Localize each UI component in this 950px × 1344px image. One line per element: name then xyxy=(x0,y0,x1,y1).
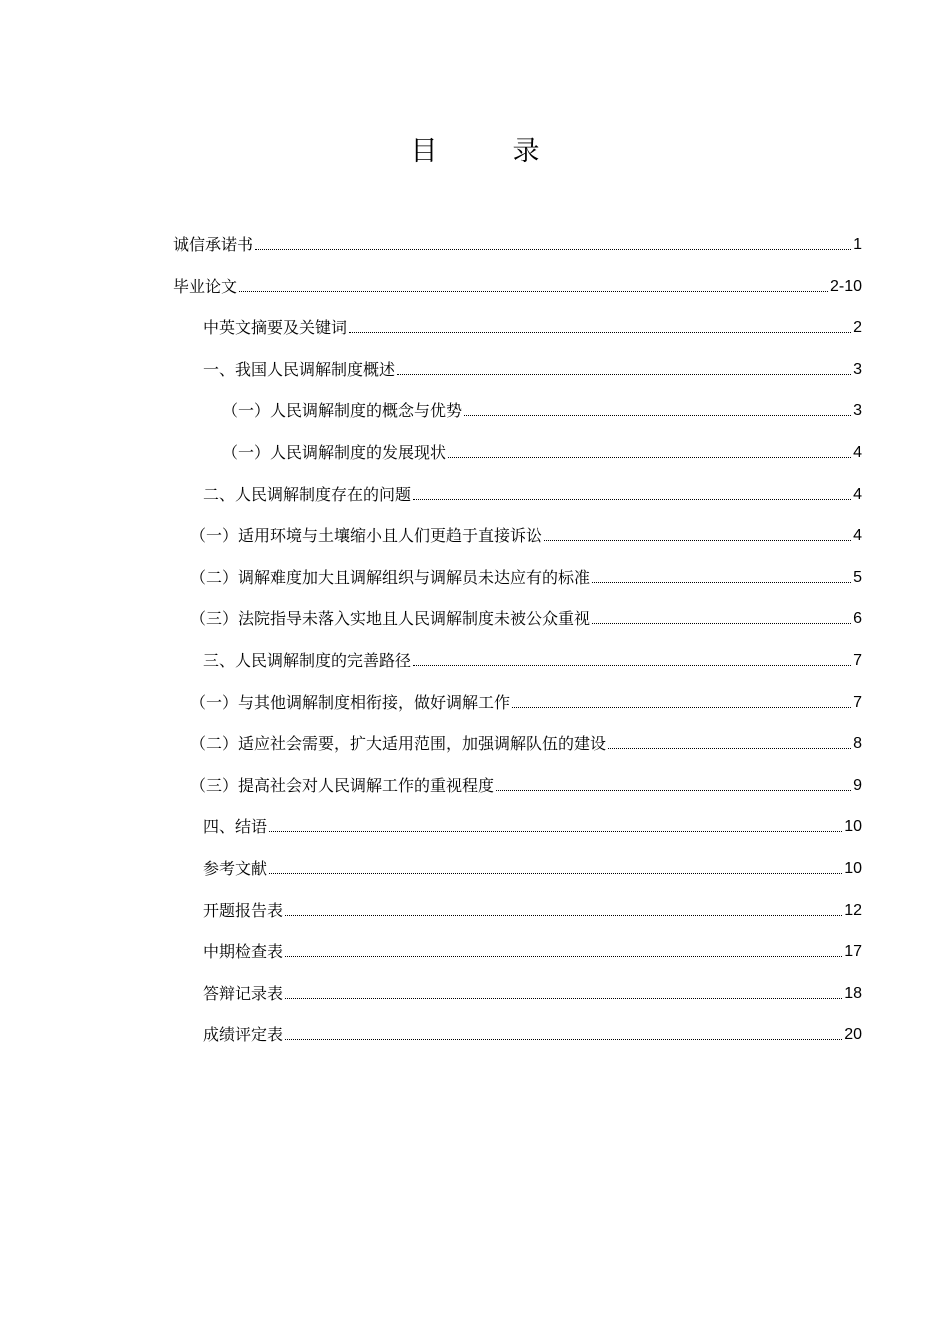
toc-entry-page-number: 1 xyxy=(853,236,862,253)
toc-entry-label: 中期检查表 xyxy=(203,942,284,962)
toc-dot-leader xyxy=(285,997,842,999)
toc-dot-leader xyxy=(413,498,851,500)
toc-entry-page-number: 2-10 xyxy=(829,277,862,295)
toc-entry-label: 二、人民调解制度存在的问题 xyxy=(203,484,412,504)
toc-entry-label: （三）提高社会对人民调解工作的重视程度 xyxy=(190,775,495,795)
toc-entry[interactable] xyxy=(190,771,862,797)
toc-dot-leader xyxy=(496,789,851,791)
page-title: 目 录 xyxy=(410,136,564,167)
toc-dot-leader xyxy=(255,248,851,250)
toc-entry[interactable] xyxy=(203,1020,862,1046)
toc-entry-label: （二）适应社会需要，扩大适用范围，加强调解队伍的建设 xyxy=(190,734,607,754)
toc-entry-label: （一）与其他调解制度相衔接，做好调解工作 xyxy=(190,692,511,712)
toc-entry[interactable] xyxy=(190,563,862,589)
toc-entry-page-number: 2 xyxy=(853,319,862,337)
toc-dot-leader xyxy=(608,747,851,749)
toc-entry-label: 开题报告表 xyxy=(203,900,284,920)
toc-entry[interactable] xyxy=(190,521,862,547)
toc-entry[interactable] xyxy=(203,979,862,1005)
toc-entry[interactable] xyxy=(203,896,862,922)
toc-entry[interactable] xyxy=(203,812,862,838)
toc-entry-page-number: 17 xyxy=(844,943,862,961)
toc-dot-leader xyxy=(269,872,842,874)
toc-entry-label: 一、我国人民调解制度概述 xyxy=(203,359,396,379)
toc-dot-leader xyxy=(285,955,842,957)
toc-dot-leader xyxy=(397,373,851,375)
toc-entry[interactable] xyxy=(190,688,862,714)
toc-entry-label: 诚信承诺书 xyxy=(173,235,254,254)
toc-entry[interactable] xyxy=(173,230,862,256)
toc-entry[interactable] xyxy=(203,937,862,963)
toc-entry-label: 参考文献 xyxy=(203,859,268,878)
toc-dot-leader xyxy=(464,414,851,416)
toc-entry-page-number: 7 xyxy=(853,652,862,669)
toc-entry-label: 三、人民调解制度的完善路径 xyxy=(203,651,412,670)
toc-entry[interactable] xyxy=(203,646,862,672)
toc-entry[interactable] xyxy=(173,272,862,298)
toc-entry-page-number: 6 xyxy=(853,610,862,628)
toc-entry[interactable] xyxy=(222,438,862,464)
toc-dot-leader xyxy=(592,581,851,583)
toc-entry-label: （一）人民调解制度的发展现状 xyxy=(222,443,447,462)
toc-dot-leader xyxy=(239,290,828,292)
toc-entry-label: （一）人民调解制度的概念与优势 xyxy=(222,401,463,421)
toc-dot-leader xyxy=(592,622,851,624)
toc-entry-page-number: 18 xyxy=(844,984,862,1002)
toc-entry[interactable] xyxy=(190,729,862,755)
toc-entry-page-number: 12 xyxy=(844,901,862,919)
toc-entry-label: （三）法院指导未落入实地且人民调解制度未被公众重视 xyxy=(190,609,591,629)
toc-dot-leader xyxy=(269,830,842,832)
toc-entry-page-number: 20 xyxy=(844,1026,862,1044)
toc-entry[interactable] xyxy=(203,854,862,880)
toc-entry[interactable] xyxy=(203,480,862,506)
toc-dot-leader xyxy=(349,331,851,333)
toc-entry-page-number: 5 xyxy=(853,568,862,586)
toc-entry-label: （一）适用环境与土壤缩小且人们更趋于直接诉讼 xyxy=(190,526,543,546)
toc-entry-page-number: 4 xyxy=(853,485,862,503)
toc-entry-label: 成绩评定表 xyxy=(203,1025,284,1045)
toc-dot-leader xyxy=(285,1038,842,1040)
toc-dot-leader xyxy=(413,664,851,666)
toc-dot-leader xyxy=(512,706,851,708)
toc-entry-page-number: 3 xyxy=(853,360,862,378)
toc-entry-label: （二）调解难度加大且调解组织与调解员未达应有的标准 xyxy=(190,567,591,587)
toc-dot-leader xyxy=(448,456,851,458)
toc-entry-label: 答辩记录表 xyxy=(203,983,284,1003)
toc-entry-label: 中英文摘要及关键词 xyxy=(203,318,348,338)
toc-entry-label: 毕业论文 xyxy=(173,276,238,296)
toc-entry[interactable] xyxy=(203,313,862,339)
toc-entry-page-number: 10 xyxy=(844,860,862,877)
toc-entry-label: 四、结语 xyxy=(203,817,268,837)
toc-entry-page-number: 4 xyxy=(853,527,862,545)
toc-entry-page-number: 7 xyxy=(853,693,862,711)
toc-entry-page-number: 3 xyxy=(853,402,862,420)
toc-entry-page-number: 4 xyxy=(853,444,862,461)
toc-entry-page-number: 9 xyxy=(853,776,862,794)
toc-entry[interactable] xyxy=(203,355,862,381)
toc-entry[interactable] xyxy=(190,604,862,630)
toc-dot-leader xyxy=(285,914,842,916)
toc-entry[interactable] xyxy=(222,396,862,422)
toc-dot-leader xyxy=(544,539,851,541)
toc-entry-page-number: 8 xyxy=(853,735,862,753)
toc-entry-page-number: 10 xyxy=(844,818,862,836)
